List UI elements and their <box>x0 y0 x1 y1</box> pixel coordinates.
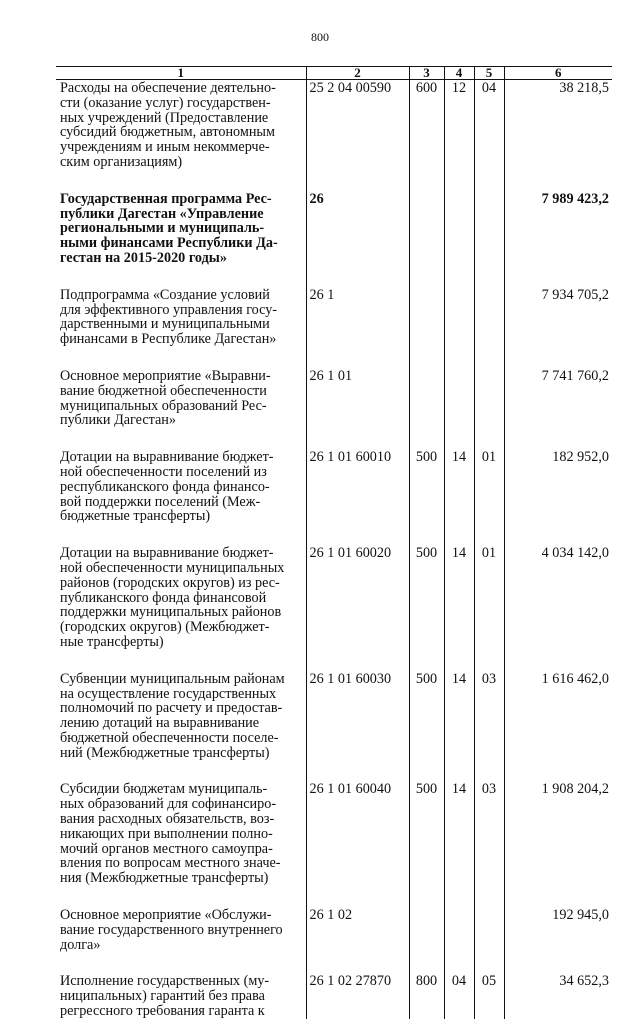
row-amount: 7 989 423,2 <box>504 170 612 266</box>
row-col4: 14 <box>444 760 474 886</box>
row-code: 26 1 01 60040 <box>306 760 409 886</box>
row-name: Дотации на выравнивание бюджет- ной обеспеченности поселений из республиканского фонда финансо- вой поддержки поселений (Меж- бюджетные трансферты) <box>60 449 274 525</box>
column-header: 2 <box>306 67 409 80</box>
row-col5: 04 <box>474 80 504 170</box>
row-code: 26 1 <box>306 266 409 347</box>
row-name: Основное мероприятие «Обслужи- вание государственного внутреннего долга» <box>60 907 283 953</box>
row-col3: 500 <box>409 760 444 886</box>
row-col4 <box>444 266 474 347</box>
row-code: 26 <box>306 170 409 266</box>
row-col3 <box>409 347 444 428</box>
row-col5: 01 <box>474 524 504 650</box>
table-row <box>56 760 612 886</box>
row-code: 26 1 01 60010 <box>306 428 409 524</box>
row-col5 <box>474 170 504 266</box>
row-col3: 800 <box>409 952 444 1018</box>
row-name: Государственная программа Рес- публики Дагестан «Управление региональными и муниципаль- ными финансами Республики Да- гестан на 2015-2020 годы» <box>60 190 278 266</box>
table-row <box>56 886 612 952</box>
row-col4 <box>444 886 474 952</box>
row-col5 <box>474 886 504 952</box>
row-name: Подпрограмма «Создание условий для эффективного управления госу- дарственными и муниципальными финансами в Республике Дагестан» <box>60 286 278 348</box>
row-col5: 03 <box>474 650 504 761</box>
row-col5: 05 <box>474 952 504 1018</box>
row-col3 <box>409 886 444 952</box>
row-amount: 4 034 142,0 <box>504 524 612 650</box>
row-code: 26 1 01 60020 <box>306 524 409 650</box>
table-row <box>56 170 612 266</box>
row-name: Расходы на обеспечение деятельно- сти (оказание услуг) государствен- ных учреждений (Предоставление субсидий бюджетным, автономным учреждениям и иным некоммерче- ским организациям) <box>60 80 276 170</box>
row-code: 26 1 02 <box>306 886 409 952</box>
column-header: 3 <box>409 67 444 80</box>
row-name: Субсидии бюджетам муниципаль- ных образований для софинансиро- вания расходных обязательств, воз- никающих при выполнении полно- мочий органов местного самоупра- вления по вопросам местного значе- ния (Межбюджетные трансферты) <box>60 781 281 887</box>
row-col3: 600 <box>409 80 444 170</box>
header-row <box>56 67 612 80</box>
table-row <box>56 347 612 428</box>
row-amount: 34 652,3 <box>504 952 612 1018</box>
column-header: 1 <box>56 67 306 80</box>
row-code: 26 1 02 27870 <box>306 952 409 1018</box>
row-col4 <box>444 170 474 266</box>
table-row <box>56 650 612 761</box>
row-col3: 500 <box>409 650 444 761</box>
table-row <box>56 428 612 524</box>
table-row <box>56 266 612 347</box>
column-header: 6 <box>504 67 612 80</box>
row-amount: 192 945,0 <box>504 886 612 952</box>
row-col5: 01 <box>474 428 504 524</box>
row-col5 <box>474 347 504 428</box>
row-name: Основное мероприятие «Выравни- вание бюджетной обеспеченности муниципальных образований Рес- публики Дагестан» <box>60 367 271 429</box>
row-col3 <box>409 170 444 266</box>
row-amount: 7 934 705,2 <box>504 266 612 347</box>
table-row <box>56 952 612 1018</box>
row-name: Субвенции муниципальным районам на осуществление государственных полномочий по расчету и предостав- лению дотаций на выравнивание бюджетной обеспеченности поселе- ний (Межбюджетные трансферты) <box>60 670 285 761</box>
row-code: 26 1 01 <box>306 347 409 428</box>
row-amount: 182 952,0 <box>504 428 612 524</box>
row-col3: 500 <box>409 428 444 524</box>
row-code: 25 2 04 00590 <box>306 80 409 170</box>
row-col3 <box>409 266 444 347</box>
row-amount: 7 741 760,2 <box>504 347 612 428</box>
column-header: 5 <box>474 67 504 80</box>
row-col4: 14 <box>444 428 474 524</box>
row-code: 26 1 01 60030 <box>306 650 409 761</box>
row-col4: 14 <box>444 524 474 650</box>
row-col4: 14 <box>444 650 474 761</box>
row-col4: 12 <box>444 80 474 170</box>
table-row <box>56 80 612 170</box>
table-row <box>56 524 612 650</box>
row-amount: 38 218,5 <box>504 80 612 170</box>
row-col4: 04 <box>444 952 474 1018</box>
budget-table <box>56 66 612 1019</box>
row-col3: 500 <box>409 524 444 650</box>
row-col4 <box>444 347 474 428</box>
page-number: 800 <box>311 30 329 44</box>
row-name: Исполнение государственных (му- ниципальных) гарантий без права регрессного требования гаранта к <box>60 973 270 1019</box>
row-col5: 03 <box>474 760 504 886</box>
row-name: Дотации на выравнивание бюджет- ной обеспеченности муниципальных районов (городских округов) из рес- публиканского фонда финансовой поддержки муниципальных районов (городских округов) (Межбюджет- ные трансферты) <box>60 545 285 650</box>
column-header: 4 <box>444 67 474 80</box>
row-col5 <box>474 266 504 347</box>
row-amount: 1 616 462,0 <box>504 650 612 761</box>
row-amount: 1 908 204,2 <box>504 760 612 886</box>
